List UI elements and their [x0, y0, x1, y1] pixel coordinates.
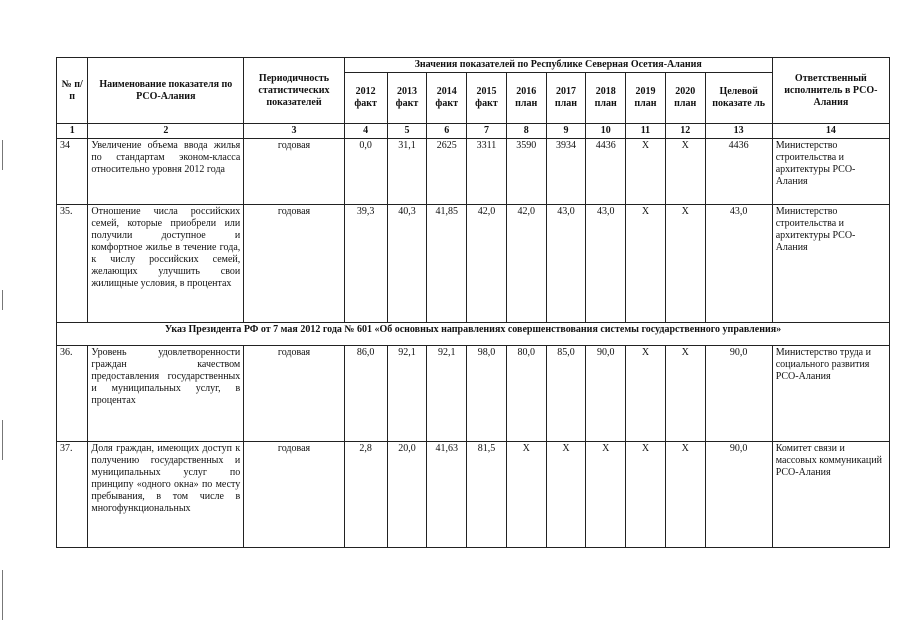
header-year-2015: 2015 факт — [467, 73, 507, 124]
header-year-2014: 2014 факт — [427, 73, 467, 124]
value-2013: 20,0 — [387, 442, 427, 548]
responsible-executor: Министерство строительства и архитектуры РСО-Алания — [772, 205, 889, 323]
value-2017: 43,0 — [546, 205, 586, 323]
indicator-period: годовая — [244, 442, 344, 548]
value-2016: 3590 — [506, 139, 546, 205]
column-number: 14 — [772, 124, 889, 139]
indicator-name: Увеличение объема ввода жилья по стандартам эконом-класса относительно уровня 2012 года — [88, 139, 244, 205]
header-year-2012: 2012 факт — [344, 73, 387, 124]
value-2016: 80,0 — [506, 346, 546, 442]
scan-mark — [2, 290, 3, 310]
value-2019: X — [626, 442, 666, 548]
value-2015: 42,0 — [467, 205, 507, 323]
value-2020: X — [665, 442, 705, 548]
value-2017: X — [546, 442, 586, 548]
header-year-2013: 2013 факт — [387, 73, 427, 124]
value-2016: X — [506, 442, 546, 548]
column-numbers-row — [57, 124, 890, 139]
value-target: 4436 — [705, 139, 772, 205]
value-2018: X — [586, 442, 626, 548]
column-number: 4 — [344, 124, 387, 139]
table-row — [57, 205, 890, 323]
indicator-period: годовая — [244, 346, 344, 442]
value-2020: X — [665, 346, 705, 442]
indicators-table — [56, 57, 890, 548]
column-number: 3 — [244, 124, 344, 139]
section-row — [57, 323, 890, 346]
table-row — [57, 442, 890, 548]
column-number: 13 — [705, 124, 772, 139]
header-period: Периодичность статистических показателей — [244, 58, 344, 124]
scan-mark — [2, 420, 3, 460]
header-year-2020: 2020 план — [665, 73, 705, 124]
column-number: 9 — [546, 124, 586, 139]
value-target: 43,0 — [705, 205, 772, 323]
value-2019: X — [626, 205, 666, 323]
value-2015: 81,5 — [467, 442, 507, 548]
indicator-name: Уровень удовлетворенности граждан качеством предоставления государственных и муниципальных услуг, в процентах — [88, 346, 244, 442]
value-2013: 40,3 — [387, 205, 427, 323]
value-target: 90,0 — [705, 346, 772, 442]
row-number: 34 — [57, 139, 88, 205]
header-year-2016: 2016 план — [506, 73, 546, 124]
value-2012: 86,0 — [344, 346, 387, 442]
row-number: 37. — [57, 442, 88, 548]
responsible-executor: Министерство труда и социального развития РСО-Алания — [772, 346, 889, 442]
value-2018: 90,0 — [586, 346, 626, 442]
column-number: 10 — [586, 124, 626, 139]
column-number: 5 — [387, 124, 427, 139]
header-values-group: Значения показателей по Республике Северная Осетия-Алания — [344, 58, 772, 73]
value-2017: 3934 — [546, 139, 586, 205]
table-row — [57, 139, 890, 205]
indicator-period: годовая — [244, 139, 344, 205]
value-target: 90,0 — [705, 442, 772, 548]
column-number: 2 — [88, 124, 244, 139]
value-2020: X — [665, 139, 705, 205]
value-2019: X — [626, 346, 666, 442]
value-2013: 31,1 — [387, 139, 427, 205]
value-2012: 0,0 — [344, 139, 387, 205]
value-2013: 92,1 — [387, 346, 427, 442]
indicator-name: Доля граждан, имеющих доступ к получению государственных и муниципальных услуг по принципу «одного окна» по месту пребывания, в том числе в многофункциональных — [88, 442, 244, 548]
section-title: Указ Президента РФ от 7 мая 2012 года № 601 «Об основных направлениях совершенствования системы государственного управления» — [57, 323, 890, 346]
value-2014: 41,85 — [427, 205, 467, 323]
header-year-2019: 2019 план — [626, 73, 666, 124]
value-2012: 2,8 — [344, 442, 387, 548]
scan-mark — [2, 570, 3, 620]
value-2014: 41,63 — [427, 442, 467, 548]
value-2017: 85,0 — [546, 346, 586, 442]
header-year-2017: 2017 план — [546, 73, 586, 124]
row-number: 35. — [57, 205, 88, 323]
column-number: 12 — [665, 124, 705, 139]
value-2016: 42,0 — [506, 205, 546, 323]
header-target: Целевой показате ль — [705, 73, 772, 124]
column-number: 6 — [427, 124, 467, 139]
row-number: 36. — [57, 346, 88, 442]
value-2014: 2625 — [427, 139, 467, 205]
column-number: 11 — [626, 124, 666, 139]
value-2012: 39,3 — [344, 205, 387, 323]
column-number: 1 — [57, 124, 88, 139]
value-2019: X — [626, 139, 666, 205]
responsible-executor: Комитет связи и массовых коммуникаций РСО-Алания — [772, 442, 889, 548]
indicator-name: Отношение числа российских семей, которые приобрели или получили доступное и комфортное жилье в течение года, к числу российских семей, желающих улучшить свои жилищные условия, в процентах — [88, 205, 244, 323]
table-row — [57, 346, 890, 442]
value-2014: 92,1 — [427, 346, 467, 442]
value-2020: X — [665, 205, 705, 323]
header-year-2018: 2018 план — [586, 73, 626, 124]
value-2015: 98,0 — [467, 346, 507, 442]
header-num: № п/п — [57, 58, 88, 124]
value-2018: 43,0 — [586, 205, 626, 323]
scan-mark — [2, 140, 3, 170]
column-number: 7 — [467, 124, 507, 139]
column-number: 8 — [506, 124, 546, 139]
header-responsible: Ответственный исполнитель в РСО-Алания — [772, 58, 889, 124]
header-name: Наименование показателя по РСО-Алания — [88, 58, 244, 124]
indicator-period: годовая — [244, 205, 344, 323]
value-2015: 3311 — [467, 139, 507, 205]
value-2018: 4436 — [586, 139, 626, 205]
responsible-executor: Министерство строительства и архитектуры РСО-Алания — [772, 139, 889, 205]
